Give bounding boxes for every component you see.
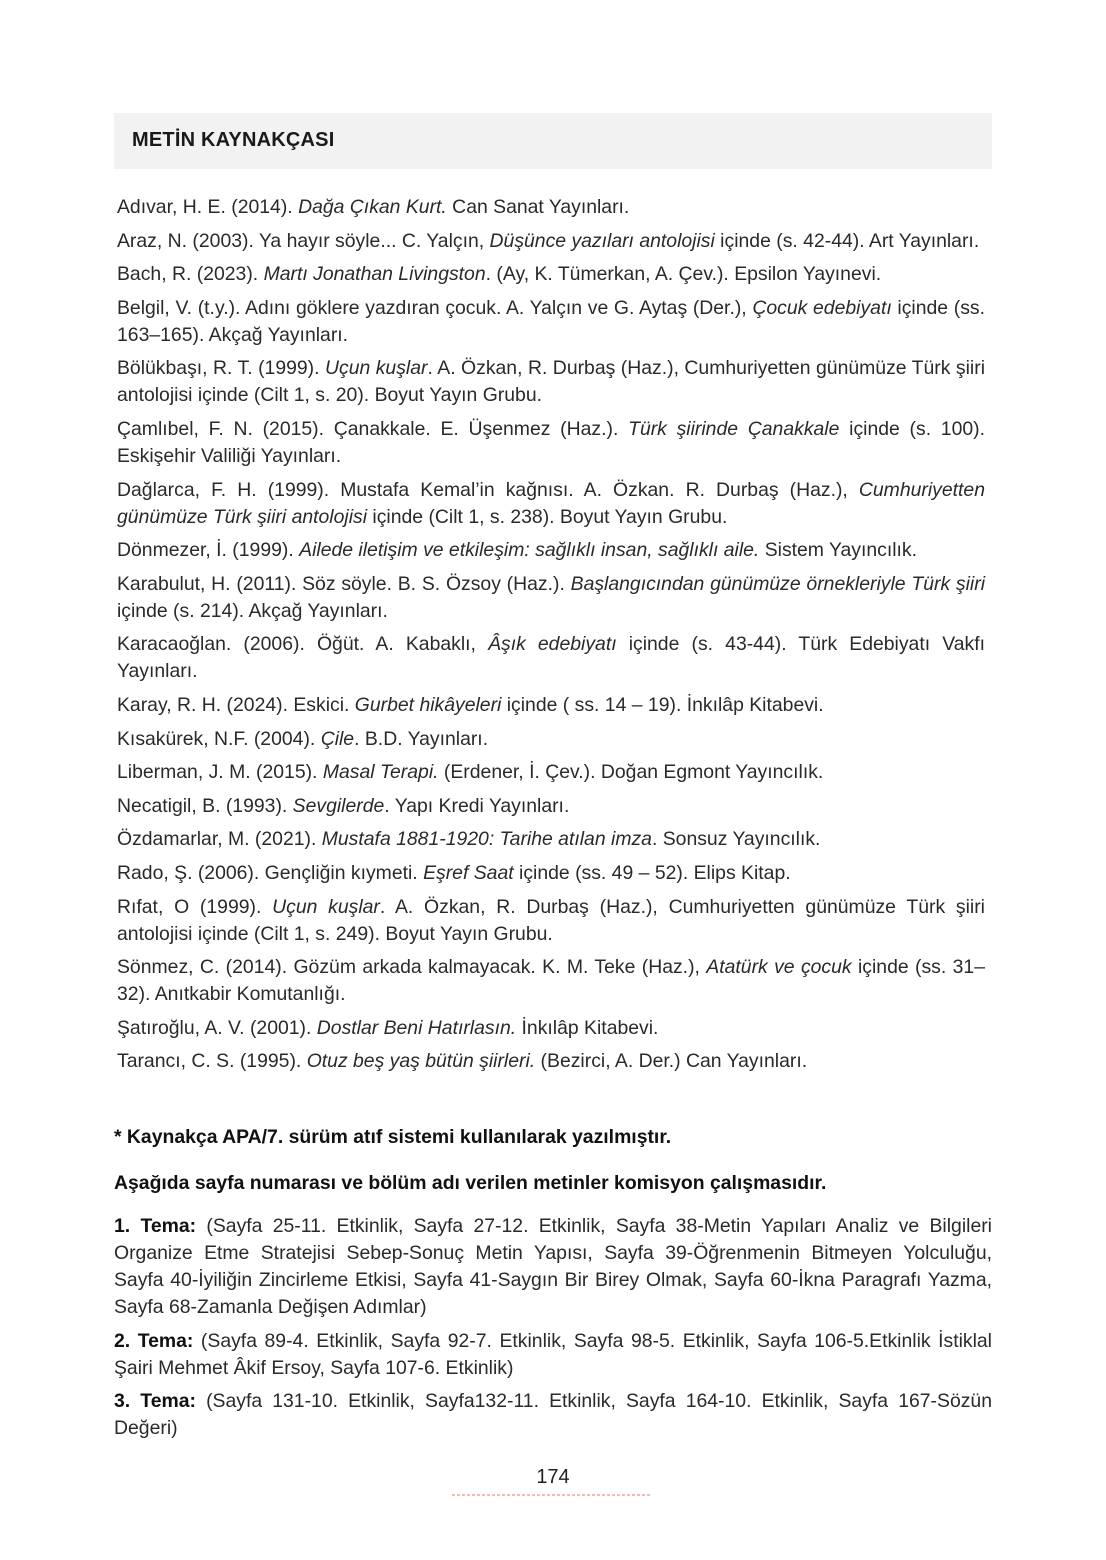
reference-entry: Liberman, J. M. (2015). Masal Terapi. (Erdener, İ. Çev.). Doğan Egmont Yayıncılık. bbox=[117, 761, 824, 784]
theme-entry: 1. Tema: (Sayfa 25-11. Etkinlik, Sayfa 27-12. Etkinlik, Sayfa 38-Metin Yapıları Analiz ve Bilgileri Organize Etme Stratejisi Sebep-Sonuç Metin Yapısı, Sayfa 39-Öğrenmenin Bitmeyen Yolculuğu, Sayfa 40-İyiliğin Zincirleme Etkisi, Sayfa 41-Saygın Bir Birey Olmak, Sayfa 60-İkna Paragrafı Yazma, Sayfa 68-Zamanla Değişen Adımlar) bbox=[114, 1215, 992, 1318]
theme-label: 1. Tema: bbox=[114, 1215, 197, 1237]
commission-note: Aşağıda sayfa numarası ve bölüm adı verilen metinler komisyon çalışmasıdır. bbox=[114, 1172, 827, 1194]
reference-entry: Necatigil, B. (1993). Sevgilerde. Yapı Kredi Yayınları. bbox=[117, 794, 570, 817]
reference-entry: Belgil, V. (t.y.). Adını göklere yazdıran çocuk. A. Yalçın ve G. Aytaş (Der.), Çocuk edebiyatı içinde (ss. 163–165). Akçağ Yayınları. bbox=[117, 296, 985, 346]
reference-entry: Bach, R. (2023). Martı Jonathan Livingston. (Ay, K. Tümerkan, A. Çev.). Epsilon Yayınevi. bbox=[117, 263, 882, 286]
reference-entry: Dönmezer, İ. (1999). Ailede iletişim ve etkileşim: sağlıklı insan, sağlıklı aile. Sistem Yayıncılık. bbox=[117, 539, 918, 562]
reference-entry: Araz, N. (2003). Ya hayır söyle... C. Yalçın, Düşünce yazıları antolojisi içinde (s. 42-44). Art Yayınları. bbox=[117, 229, 980, 252]
theme-entry: 3. Tema: (Sayfa 131-10. Etkinlik, Sayfa132-11. Etkinlik, Sayfa 164-10. Etkinlik, Sayfa 167-Sözün Değeri) bbox=[114, 1390, 992, 1440]
reference-entry: Kısakürek, N.F. (2004). Çile. B.D. Yayınları. bbox=[117, 727, 489, 750]
reference-entry: Özdamarlar, M. (2021). Mustafa 1881-1920: Tarihe atılan imza. Sonsuz Yayıncılık. bbox=[117, 828, 821, 851]
apa-note: * Kaynakça APA/7. sürüm atıf sistemi kullanılarak yazılmıştır. bbox=[114, 1126, 672, 1148]
reference-entry: Rıfat, O (1999). Uçun kuşlar. A. Özkan, R. Durbaş (Haz.), Cumhuriyetten günümüze Türk şiiri antolojisi içinde (Cilt 1, s. 249). Boyut Yayın Grubu. bbox=[117, 895, 985, 945]
notes-section bbox=[114, 1124, 992, 1449]
theme-label: 3. Tema: bbox=[114, 1390, 196, 1413]
section-title: METİN KAYNAKÇASI bbox=[132, 129, 335, 151]
page-number-rule bbox=[452, 1494, 652, 1496]
reference-entry: Adıvar, H. E. (2014). Dağa Çıkan Kurt. Can Sanat Yayınları. bbox=[117, 196, 630, 218]
reference-entry: Çamlıbel, F. N. (2015). Çanakkale. E. Üşenmez (Haz.). Türk şiirinde Çanakkale içinde (s. 100). Eskişehir Valiliği Yayınları. bbox=[117, 417, 986, 467]
reference-entry: Bölükbaşı, R. T. (1999). Uçun kuşlar. A. Özkan, R. Durbaş (Haz.), Cumhuriyetten günümüze Türk şiiri antolojisi içinde (Cilt 1, s. 20). Boyut Yayın Grubu. bbox=[117, 357, 986, 407]
reference-entry: Rado, Ş. (2006). Gençliğin kıymeti. Eşref Saat içinde (ss. 49 – 52). Elips Kitap. bbox=[117, 861, 791, 884]
section-header bbox=[114, 113, 992, 169]
reference-list bbox=[117, 194, 985, 1082]
reference-entry: Karacaoğlan. (2006). Öğüt. A. Kabaklı, Âşık edebiyatı içinde (s. 43-44). Türk Edebiyatı Vakfı Yayınları. bbox=[117, 633, 985, 683]
reference-entry: Sönmez, C. (2014). Gözüm arkada kalmayacak. K. M. Teke (Haz.), Atatürk ve çocuk içinde (ss. 31–32). Anıtkabir Komutanlığı. bbox=[117, 956, 985, 1006]
reference-entry: Şatıroğlu, A. V. (2001). Dostlar Beni Hatırlasın. İnkılâp Kitabevi. bbox=[117, 1016, 659, 1039]
reference-entry: Karay, R. H. (2024). Eskici. Gurbet hikâyeleri içinde ( ss. 14 – 19). İnkılâp Kitabevi. bbox=[117, 693, 824, 716]
theme-entry: 2. Tema: (Sayfa 89-4. Etkinlik, Sayfa 92-7. Etkinlik, Sayfa 98-5. Etkinlik, Sayfa 106-5.Etkinlik İstiklal Şairi Mehmet Âkif Ersoy, Sayfa 107-6. Etkinlik) bbox=[114, 1329, 992, 1379]
page-number: 174 bbox=[536, 1466, 570, 1488]
theme-label: 2. Tema: bbox=[114, 1329, 194, 1352]
reference-entry: Tarancı, C. S. (1995). Otuz beş yaş bütün şiirleri. (Bezirci, A. Der.) Can Yayınları. bbox=[117, 1050, 808, 1073]
reference-entry: Karabulut, H. (2011). Söz söyle. B. S. Özsoy (Haz.). Başlangıcından günümüze örnekleriyle Türk şiiri içinde (s. 214). Akçağ Yayınları. bbox=[117, 572, 985, 622]
reference-entry: Dağlarca, F. H. (1999). Mustafa Kemal’in kağnısı. A. Özkan. R. Durbaş (Haz.), Cumhuriyetten günümüze Türk şiiri antolojisi içinde (Cilt 1, s. 238). Boyut Yayın Grubu. bbox=[117, 478, 985, 528]
